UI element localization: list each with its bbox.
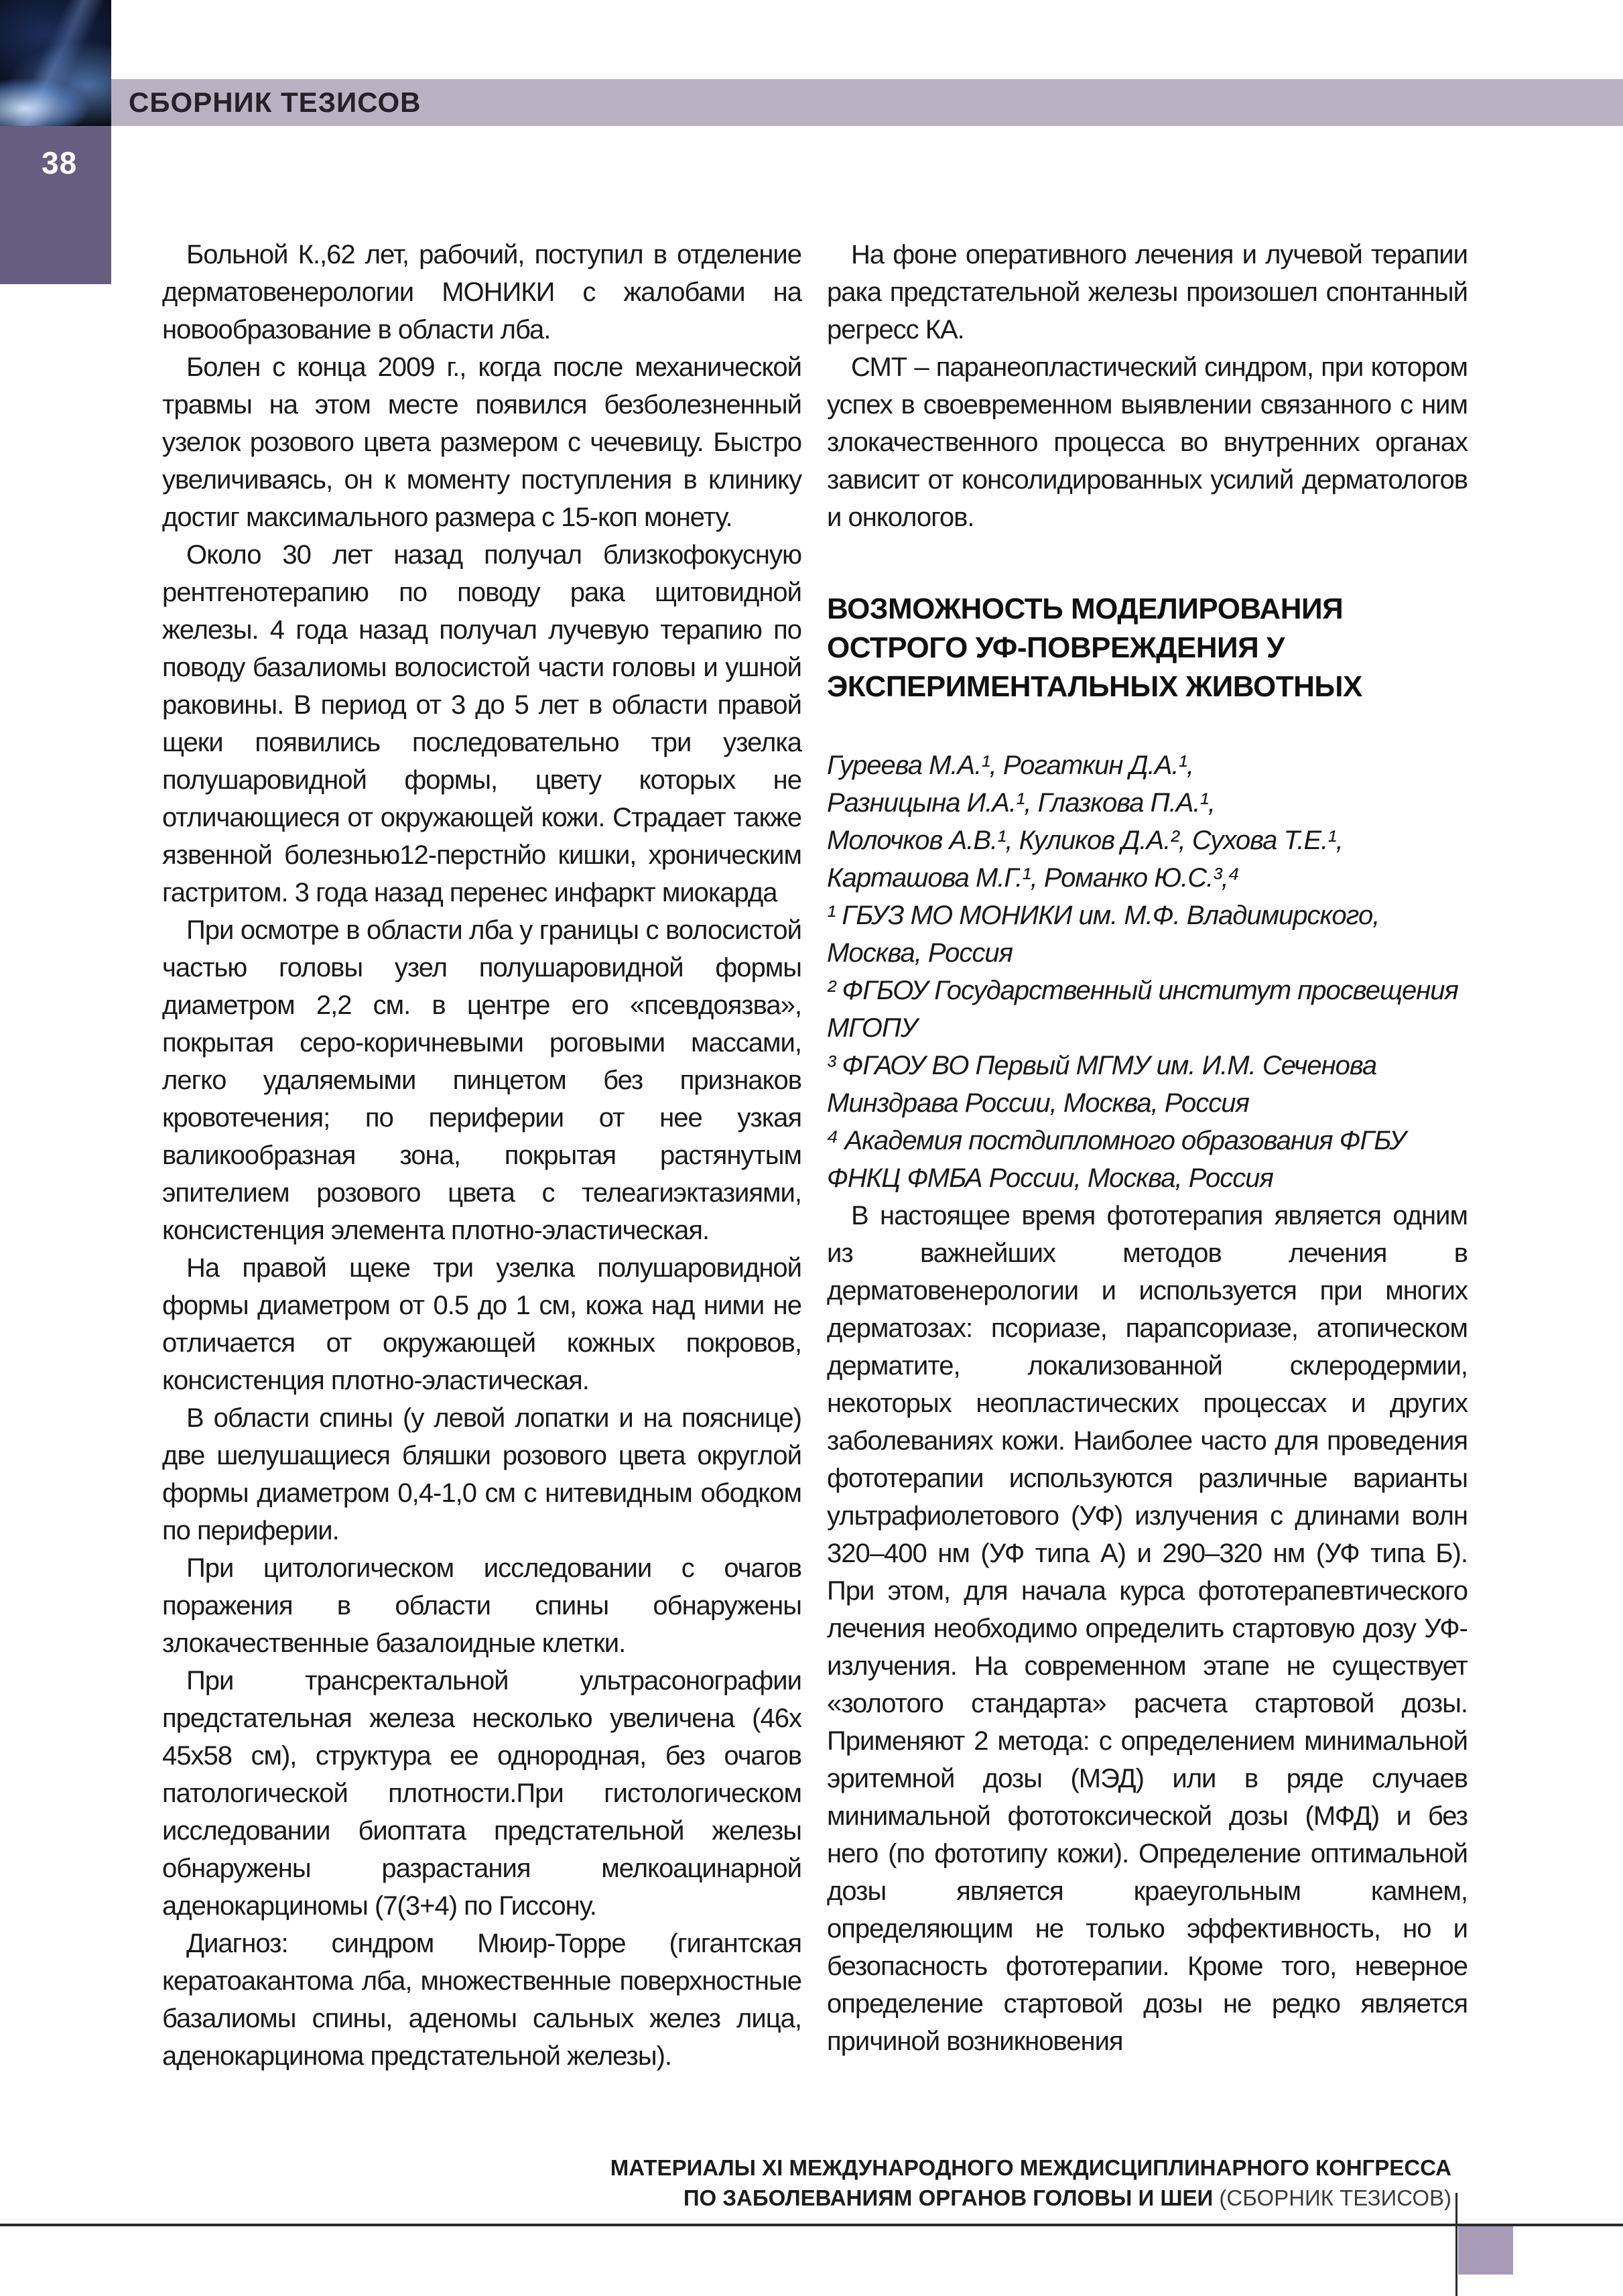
paragraph: Диагноз: синдром Мюир-Торре (гигантская кератоакантома лба, множественные поверхностные базалиомы спины, аденомы сальных желез лица, аденокарцинома предстательной железы). bbox=[162, 1929, 801, 2071]
page-number: 38 bbox=[42, 145, 78, 180]
footer-line2-regular: (СБОРНИК ТЕЗИСОВ) bbox=[1213, 2185, 1451, 2210]
article-title: ВОЗМОЖНОСТЬ МОДЕЛИРОВАНИЯ ОСТРОГО УФ-ПОВРЕЖДЕНИЯ У ЭКСПЕРИМЕНТАЛЬНЫХ ЖИВОТНЫХ bbox=[827, 592, 1362, 703]
author-line: Гуреева М.А.¹, Рогаткин Д.А.¹, bbox=[827, 751, 1193, 780]
author-line: Разницына И.А.¹, Глазкова П.А.¹, bbox=[827, 788, 1215, 818]
paragraph: Больной К.,62 лет, рабочий, поступил в отделение дерматовенерологии МОНИКИ с жалобами на новообразование в области лба. bbox=[162, 240, 801, 344]
header-band bbox=[111, 79, 1623, 126]
paragraph: При трансректальной ультрасонографии предстательная железа несколько увеличена (46х 45х58 см), структура ее однородная, без очагов патологической плотности.При гистологическом исследовании биоптата предстательной железы обнаружены разрастания мелкоацинарной аденокарциномы (7(3+4) по Гиссону. bbox=[162, 1666, 801, 1921]
affiliation: ² ФГБОУ Государственный институт просвещения МГОПУ bbox=[827, 976, 1458, 1043]
paragraph: Около 30 лет назад получал близкофокусную рентгенотерапию по поводу рака щитовидной железы. 4 года назад получал лучевую терапию по поводу базалиомы волосистой части головы и ушной раковины. В период от 3 до 5 лет в области правой щеки появились последовательно три узелка полушаровидной формы, цвету которых не отличающиеся от окружающей кожи. Страдает также язвенной болезнью12-перстнйо кишки, хроническим гастритом. 3 года назад перенес инфаркт миокарда bbox=[162, 540, 801, 907]
horizontal-rule bbox=[0, 2224, 1623, 2226]
paragraph: На фоне оперативного лечения и лучевой терапии рака предстательной железы произошел спонтанный регресс КА. bbox=[827, 240, 1468, 344]
footer-line2 bbox=[610, 2183, 1451, 2213]
article-body: В настоящее время фототерапия является одним из важнейших методов лечения в дерматовенерологии и используется при многих дерматозах: псориазе, парапсориазе, атопическом дерматите, локализованной склеродермии, некоторых неопластических процессах и других заболеваниях кожи. Наиболее часто для проведения фототерапии используются различные варианты ультрафиолетового (УФ) излучения с длинами волн 320–400 нм (УФ типа А) и 290–320 нм (УФ типа Б). При этом, для начала курса фототерапевтического лечения необходимо определить стартовую дозу УФ-излучения. На современном этапе не существует «золотого стандарта» расчета стартовой дозы. Применяют 2 метода: с определением минимальной эритемной дозы (МЭД) или в ряде случаев минимальной фототоксической дозы (МФД) и без него (по фототипу кожи). Определение оптимальной дозы является краеугольным камнем, определяющим не только эффективность, но и безопасность фототерапии. Кроме того, неверное определение стартовой дозы не редко является причиной возникновения bbox=[827, 1201, 1468, 2056]
left-column bbox=[162, 236, 801, 2075]
affiliation: ¹ ГБУЗ МО МОНИКИ им. М.Ф. Владимирского, Москва, Россия bbox=[827, 901, 1380, 968]
authors bbox=[827, 747, 1468, 897]
paragraph: Болен с конца 2009 г., когда после механической травмы на этом месте появился безболезненный узелок розового цвета размером с чечевицу. Быстро увеличиваясь, он к моменту поступления в клинику достиг максимального размера с 15-коп монету. bbox=[162, 353, 801, 532]
page-number-block bbox=[0, 126, 111, 284]
header-band-title: СБОРНИК ТЕЗИСОВ bbox=[129, 86, 421, 118]
right-column bbox=[827, 236, 1468, 2060]
paragraph: На правой щеке три узелка полушаровидной формы диаметром от 0.5 до 1 см, кожа над ними не отличается от окружающей кожных покровов, консистенция плотно-эластическая. bbox=[162, 1253, 801, 1395]
author-line: Молочков А.В.¹, Куликов Д.А.², Сухова Т.Е.¹, bbox=[827, 826, 1343, 855]
corner-square bbox=[1458, 2226, 1513, 2275]
affiliation: ³ ФГАОУ ВО Первый МГМУ им. И.М. Сеченова Минздрава России, Москва, Россия bbox=[827, 1051, 1377, 1118]
abstract-corner-image bbox=[0, 0, 111, 126]
paragraph: При цитологическом исследовании с очагов поражения в области спины обнаружены злокачественные базалоидные клетки. bbox=[162, 1553, 801, 1658]
paragraph: В области спины (у левой лопатки и на пояснице) две шелушащиеся бляшки розового цвета округлой формы диаметром 0,4-1,0 см с нитевидным ободком по периферии. bbox=[162, 1403, 801, 1545]
affiliation: ⁴ Академия постдипломного образования ФГБУ ФНКЦ ФМБА России, Москва, Россия bbox=[827, 1126, 1406, 1193]
paragraph: СМТ – паранеопластический синдром, при котором успех в своевременном выявлении связанного с ним злокачественного процесса во внутренних органах зависит от консолидированных усилий дерматологов и онкологов. bbox=[827, 353, 1468, 532]
footer bbox=[610, 2153, 1451, 2213]
vertical-rule bbox=[1455, 2193, 1457, 2296]
footer-line1: МАТЕРИАЛЫ XI МЕЖДУНАРОДНОГО МЕЖДИСЦИПЛИНАРНОГО КОНГРЕССА bbox=[610, 2155, 1451, 2180]
author-line: Карташова М.Г.¹, Романко Ю.С.³,⁴ bbox=[827, 863, 1240, 893]
affiliations bbox=[827, 897, 1468, 1197]
footer-line2-bold: ПО ЗАБОЛЕВАНИЯМ ОРГАНОВ ГОЛОВЫ И ШЕИ bbox=[683, 2185, 1214, 2210]
paragraph: При осмотре в области лба у границы с волосистой частью головы узел полушаровидной формы диаметром 2,2 см. в центре его «псевдоязва», покрытая серо-коричневыми роговыми массами, легко удаляемыми пинцетом без признаков кровотечения; по периферии от нее узкая валикообразная зона, покрытая растянутым эпителием розового цвета с телеагиэктазиями, консистенция элемента плотно-эластическая. bbox=[162, 915, 801, 1245]
